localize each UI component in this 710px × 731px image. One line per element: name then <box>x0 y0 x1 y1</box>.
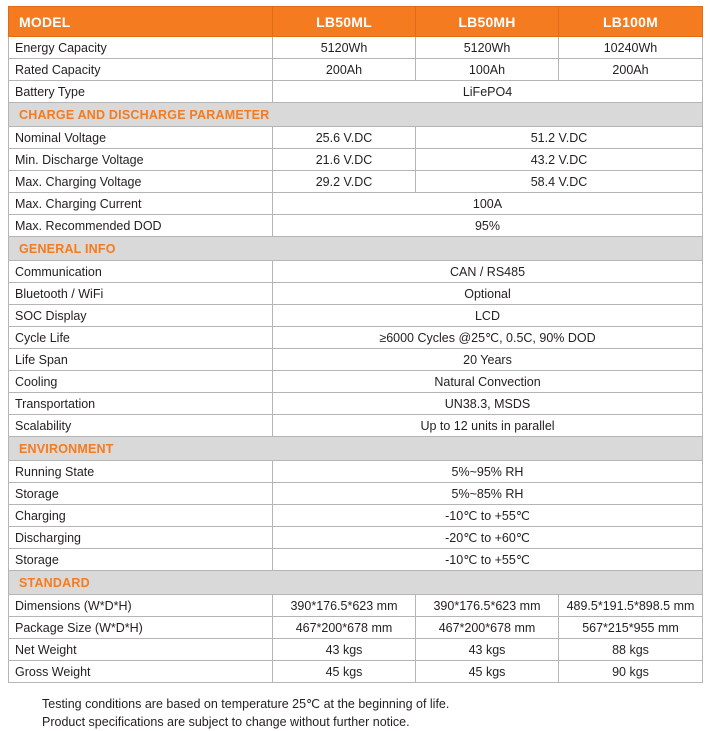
section-title: ENVIRONMENT <box>9 437 703 461</box>
row-value: 5%~85% RH <box>273 483 703 505</box>
row-label: Scalability <box>9 415 273 437</box>
table-row <box>9 81 703 103</box>
table-row <box>9 37 703 59</box>
table-row <box>9 393 703 415</box>
row-label: Min. Discharge Voltage <box>9 149 273 171</box>
row-value: 390*176.5*623 mm <box>416 595 559 617</box>
row-label: Communication <box>9 261 273 283</box>
row-value: 20 Years <box>273 349 703 371</box>
row-value: 467*200*678 mm <box>273 617 416 639</box>
row-value: LiFePO4 <box>273 81 703 103</box>
row-value: 43 kgs <box>416 639 559 661</box>
row-value: 5120Wh <box>273 37 416 59</box>
row-value: 390*176.5*623 mm <box>273 595 416 617</box>
row-label: Net Weight <box>9 639 273 661</box>
row-value: 100A <box>273 193 703 215</box>
header-model-column: LB50ML <box>273 7 416 37</box>
header-model-label: MODEL <box>9 7 273 37</box>
table-section-row <box>9 437 703 461</box>
table-row <box>9 59 703 81</box>
table-row <box>9 349 703 371</box>
row-label: Storage <box>9 483 273 505</box>
row-label: Charging <box>9 505 273 527</box>
specification-table-body <box>9 7 703 683</box>
table-row <box>9 149 703 171</box>
section-title: GENERAL INFO <box>9 237 703 261</box>
table-section-row <box>9 571 703 595</box>
table-row <box>9 327 703 349</box>
row-value: 43 kgs <box>273 639 416 661</box>
row-label: Storage <box>9 549 273 571</box>
section-title: CHARGE AND DISCHARGE PARAMETER <box>9 103 703 127</box>
row-value: 25.6 V.DC <box>273 127 416 149</box>
row-value: 45 kgs <box>416 661 559 683</box>
row-value: Natural Convection <box>273 371 703 393</box>
footnote-line-2: Product specifications are subject to change without further notice. <box>42 715 410 729</box>
row-label: SOC Display <box>9 305 273 327</box>
row-label: Gross Weight <box>9 661 273 683</box>
table-row <box>9 483 703 505</box>
row-value: 90 kgs <box>559 661 703 683</box>
row-label: Rated Capacity <box>9 59 273 81</box>
row-value: UN38.3, MSDS <box>273 393 703 415</box>
row-label: Max. Recommended DOD <box>9 215 273 237</box>
row-label: Transportation <box>9 393 273 415</box>
row-value: 58.4 V.DC <box>416 171 703 193</box>
row-label: Max. Charging Voltage <box>9 171 273 193</box>
row-label: Bluetooth / WiFi <box>9 283 273 305</box>
table-header-row <box>9 7 703 37</box>
row-value: 95% <box>273 215 703 237</box>
table-row <box>9 215 703 237</box>
specification-table <box>8 6 703 683</box>
row-value: 51.2 V.DC <box>416 127 703 149</box>
row-label: Life Span <box>9 349 273 371</box>
row-value: LCD <box>273 305 703 327</box>
row-value: CAN / RS485 <box>273 261 703 283</box>
table-row <box>9 305 703 327</box>
footnotes <box>8 695 702 731</box>
row-value: -10℃ to +55℃ <box>273 505 703 527</box>
row-label: Cycle Life <box>9 327 273 349</box>
table-row <box>9 415 703 437</box>
table-section-row <box>9 237 703 261</box>
table-row <box>9 639 703 661</box>
row-value: Up to 12 units in parallel <box>273 415 703 437</box>
row-value: ≥6000 Cycles @25℃, 0.5C, 90% DOD <box>273 327 703 349</box>
table-row <box>9 261 703 283</box>
header-model-column: LB50MH <box>416 7 559 37</box>
row-value: 21.6 V.DC <box>273 149 416 171</box>
row-label: Cooling <box>9 371 273 393</box>
footnote-line-1: Testing conditions are based on temperature 25℃ at the beginning of life. <box>42 697 450 711</box>
row-label: Dimensions (W*D*H) <box>9 595 273 617</box>
row-value: -10℃ to +55℃ <box>273 549 703 571</box>
row-value: 10240Wh <box>559 37 703 59</box>
row-label: Max. Charging Current <box>9 193 273 215</box>
table-row <box>9 661 703 683</box>
row-label: Discharging <box>9 527 273 549</box>
row-value: 43.2 V.DC <box>416 149 703 171</box>
table-row <box>9 371 703 393</box>
row-value: -20℃ to +60℃ <box>273 527 703 549</box>
row-label: Nominal Voltage <box>9 127 273 149</box>
table-row <box>9 527 703 549</box>
table-row <box>9 283 703 305</box>
table-row <box>9 617 703 639</box>
header-model-column: LB100M <box>559 7 703 37</box>
row-value: 100Ah <box>416 59 559 81</box>
row-value: 200Ah <box>559 59 703 81</box>
table-row <box>9 505 703 527</box>
row-label: Energy Capacity <box>9 37 273 59</box>
row-label: Battery Type <box>9 81 273 103</box>
row-value: 467*200*678 mm <box>416 617 559 639</box>
row-value: 200Ah <box>273 59 416 81</box>
row-value: 5120Wh <box>416 37 559 59</box>
row-value: 489.5*191.5*898.5 mm <box>559 595 703 617</box>
table-section-row <box>9 103 703 127</box>
row-value: 5%~95% RH <box>273 461 703 483</box>
table-row <box>9 461 703 483</box>
row-value: 29.2 V.DC <box>273 171 416 193</box>
row-value: 45 kgs <box>273 661 416 683</box>
row-value: Optional <box>273 283 703 305</box>
table-row <box>9 595 703 617</box>
row-value: 567*215*955 mm <box>559 617 703 639</box>
row-label: Package Size (W*D*H) <box>9 617 273 639</box>
table-row <box>9 193 703 215</box>
table-row <box>9 549 703 571</box>
row-value: 88 kgs <box>559 639 703 661</box>
table-row <box>9 127 703 149</box>
row-label: Running State <box>9 461 273 483</box>
section-title: STANDARD <box>9 571 703 595</box>
table-row <box>9 171 703 193</box>
